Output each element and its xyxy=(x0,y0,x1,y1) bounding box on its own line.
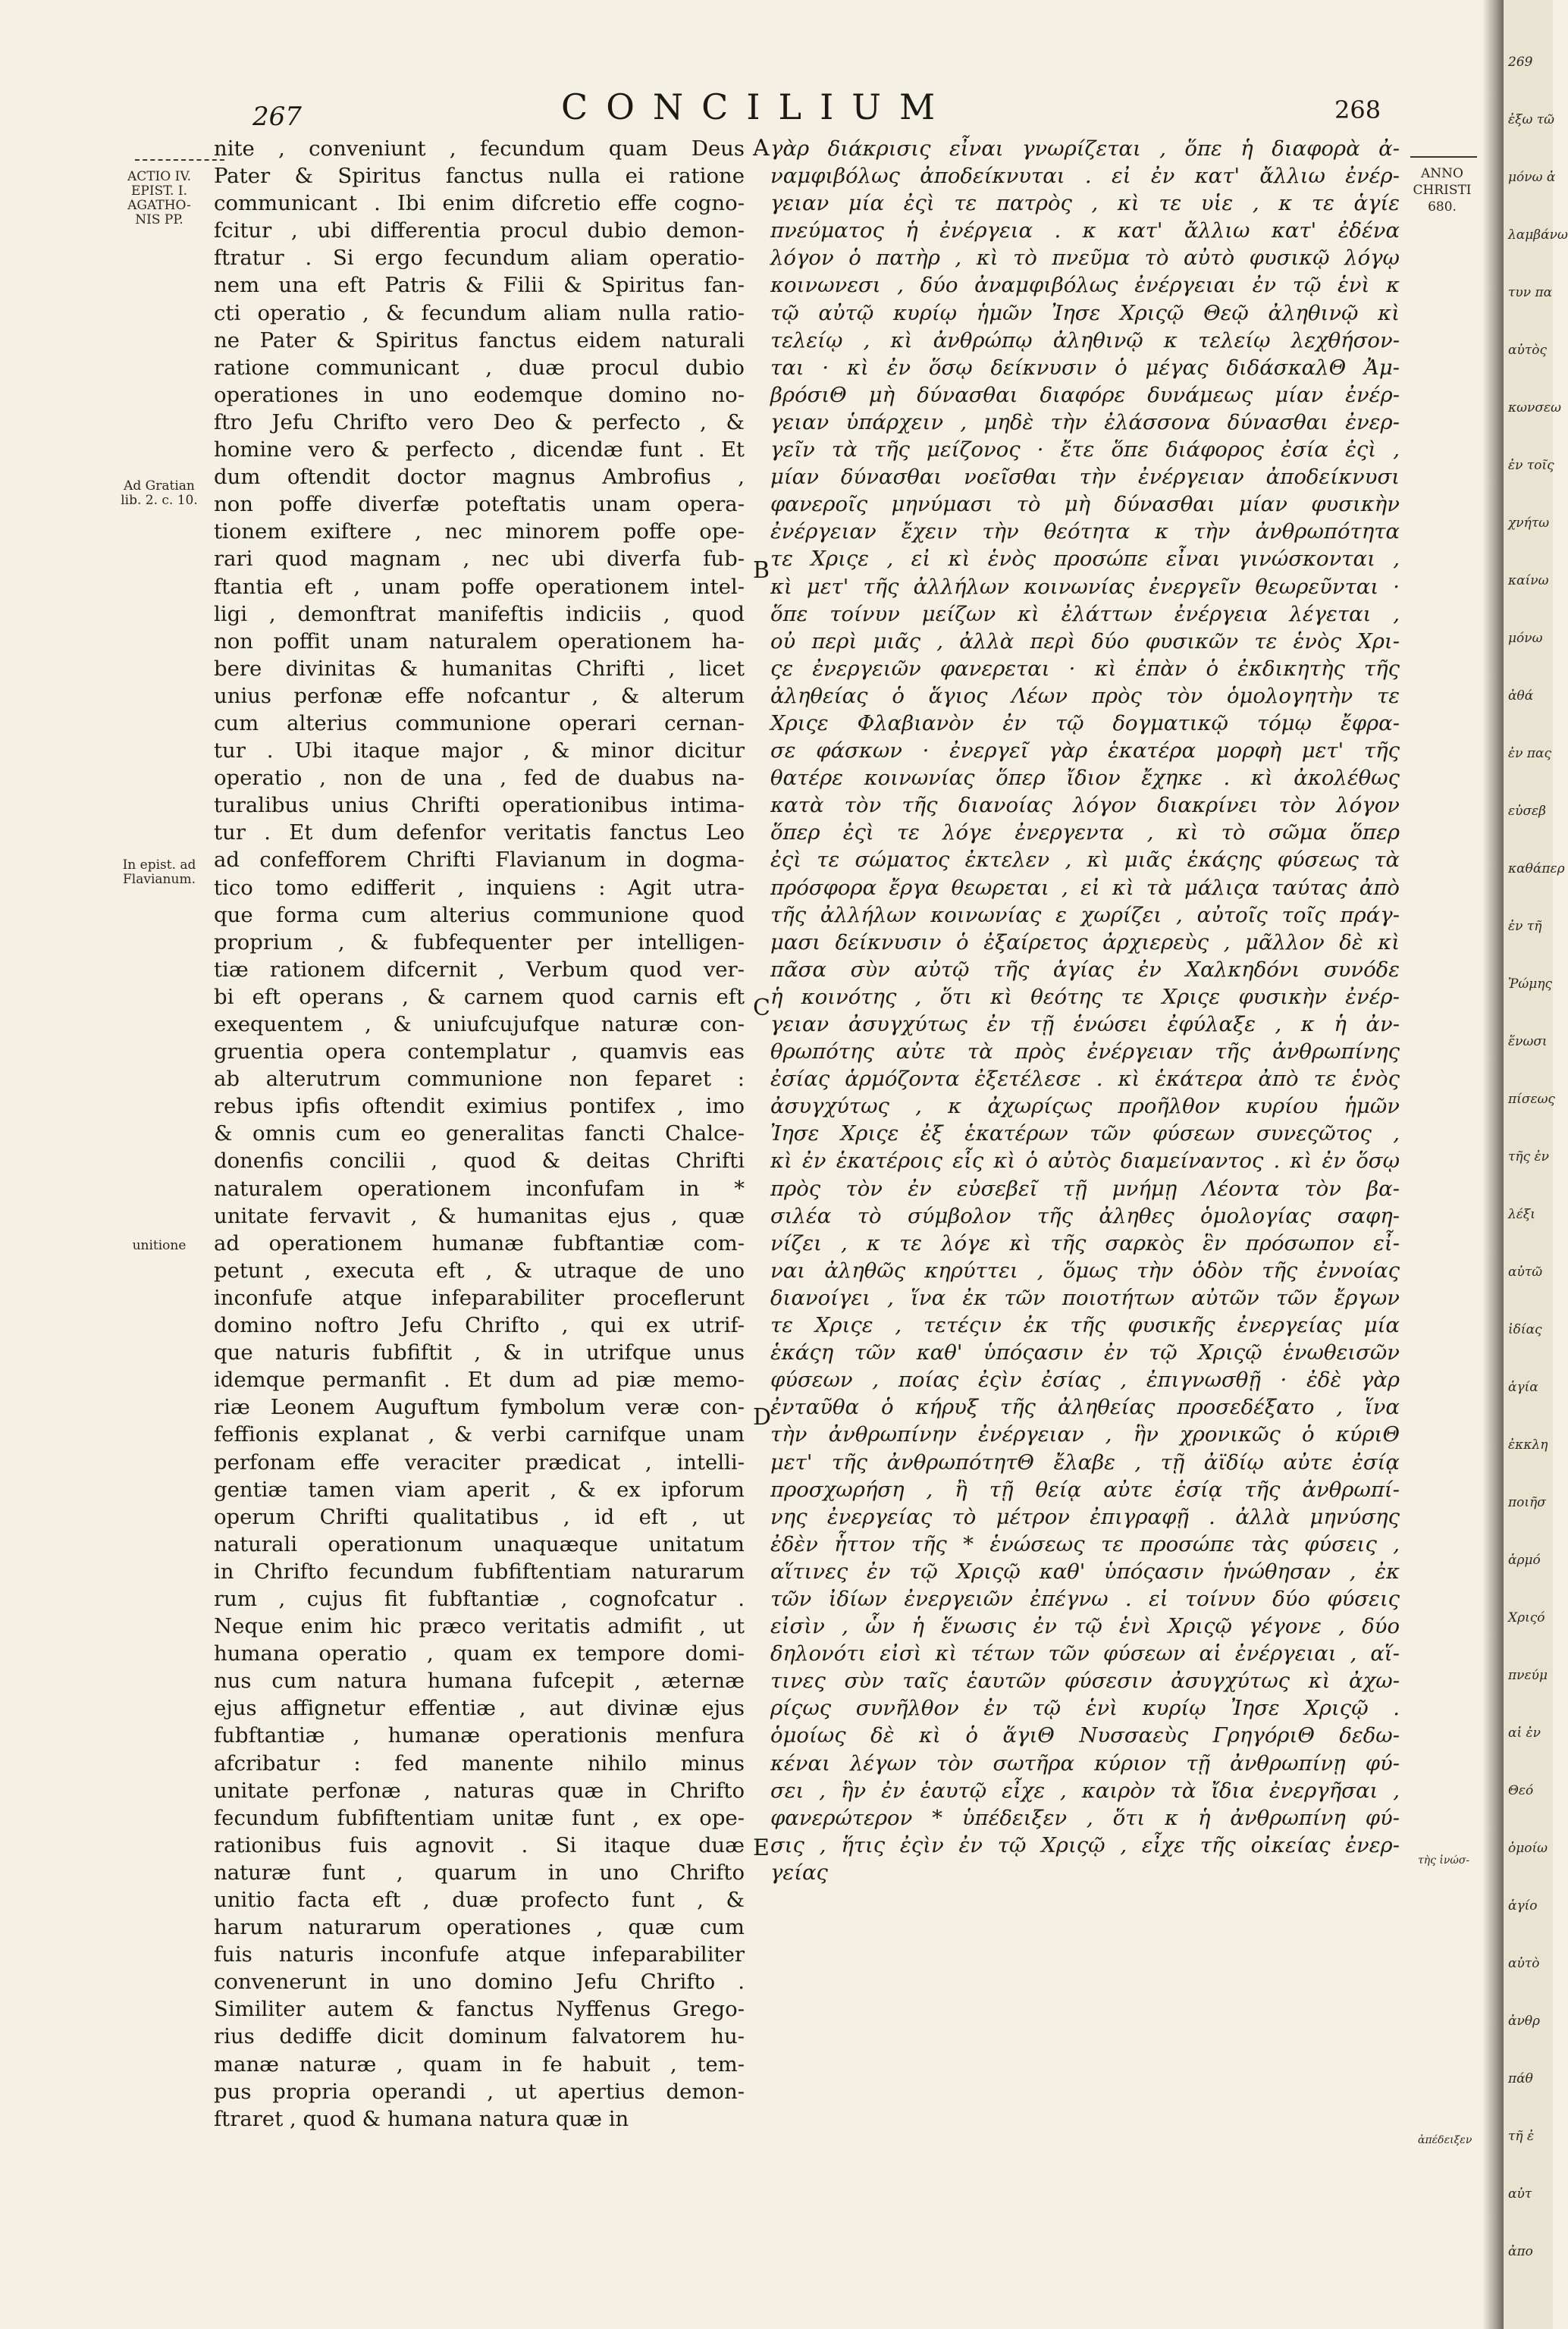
latin-text-line: fecundum fubfiftentiam unitæ funt , ex ope- xyxy=(214,1805,745,1830)
adjacent-page-fragment: αὐτὸ xyxy=(1508,1956,1540,1971)
latin-text-line: que forma cum alterius communione quod xyxy=(214,902,745,927)
greek-text-line: κὶ ἐν ἑκατέροις εἷς κὶ ὁ αὐτὸς διαμείναντος . κὶ ἐν ὅσῳ xyxy=(770,1149,1400,1174)
adjacent-page-fragment: ἰδίας xyxy=(1508,1322,1542,1337)
latin-text-line: naturalem operationem inconfufam in * xyxy=(214,1176,745,1201)
greek-text-line: μασι δείκνυσιν ὁ ἐξαίρετος ἀρχιερεὺς , μᾶλλον δὲ κὶ xyxy=(770,929,1400,954)
greek-text-line: γειαν ὑπάρχειν , μηδὲ τὴν ἐλάσσονα δύνασθαι ἐνερ- xyxy=(770,409,1400,434)
greek-text-line: μετ' τῆς ἀνθρωπότητΘ ἔλαβε , τῇ ἀϊδίῳ αὐτε ἐσίᾳ xyxy=(770,1450,1400,1475)
latin-text-line: perfonam effe veraciter prædicat , intelli- xyxy=(214,1450,745,1475)
latin-text-line: idemque permanfit . Et dum ad piæ memo- xyxy=(214,1368,745,1393)
greek-text-line: σις , ἥτις ἐςὶν ἐν τῷ Χριςῷ , εἶχε τῆς οἰκείας ἐνερ- xyxy=(770,1832,1400,1857)
greek-text-line: φανεροῖς μηνύμασι τὸ μὴ δύνασθαι μίαν φυσικὴν xyxy=(770,492,1400,517)
greek-text-line: γείας xyxy=(770,1860,828,1885)
greek-text-line: γειαν ἀσυγχύτως ἐν τῇ ἑνώσει ἐφύλαξε , κ ἡ ἀν- xyxy=(770,1012,1400,1036)
latin-text-line: operum Chrifti qualitatibus , id eft , ut xyxy=(214,1504,745,1529)
adjacent-page-fragment: ἁγίο xyxy=(1508,1898,1538,1914)
greek-text-line: πρόσφορα ἔργα θεωρεται , εἰ κὶ τὰ μάλιςα ταύτας ἀπὸ xyxy=(770,875,1400,900)
greek-text-line: τε Χριςε , εἰ κὶ ἑνὸς προσώπε εἶναι γινώσκονται , xyxy=(770,547,1400,572)
adjacent-page-fragment: πίσεως xyxy=(1508,1092,1555,1107)
adjacent-page-fragment: ἐκκλη xyxy=(1508,1437,1548,1453)
greek-text-line: ἡ κοινότης , ὅτι κὶ θεότης τε Χριςε φυσικὴν ἐνέρ- xyxy=(770,984,1400,1009)
greek-text-line: τῆς ἀλλήλων κοινωνίας ε χωρίζει , αὐτοῖς τοῖς πράγ- xyxy=(770,902,1400,927)
latin-text-line: proprium , & fubfequenter per intelligen- xyxy=(214,929,745,954)
greek-text-line: ὁμοίως δὲ κὶ ὁ ἅγιΘ Νυσσαεὺς ΓρηγόριΘ δεδω- xyxy=(770,1723,1400,1748)
page-header xyxy=(0,85,1501,130)
adjacent-page-fragment: ἁγία xyxy=(1508,1380,1538,1395)
latin-text-line: ab alterutrum communione non feparet : xyxy=(214,1067,745,1092)
page-number-right: 268 xyxy=(1334,96,1381,124)
adjacent-page-fragment: Θεό xyxy=(1508,1783,1534,1798)
greek-text-line: σε φάσκων · ἐνεργεῖ γὰρ ἑκατέρα μορφὴ μετ' τῆς xyxy=(770,738,1400,763)
section-letter-e: E xyxy=(753,1835,770,1861)
greek-text-line: τῶν ἰδίων ἐνεργειῶν ἐπέγνω . εἰ τοίνυν δύο φύσεις xyxy=(770,1586,1400,1611)
latin-text-line: naturali operationum unaquæque unitatum xyxy=(214,1531,745,1556)
latin-text-line: unitate fervavit , & humanitas ejus , quæ xyxy=(214,1203,745,1228)
greek-text-line: ἐςὶ τε σώματος ἐκτελεν , κὶ μιᾶς ἑκάςης φύσεως τὰ xyxy=(770,848,1400,873)
greek-text-line: γειαν μία ἐςὶ τε πατρὸς , κὶ τε υἱε , κ τε ἁγίε xyxy=(770,191,1400,216)
latin-text-line: rari quod magnam , nec ubi diverfa fub- xyxy=(214,547,745,572)
greek-text-line: γὰρ διάκρισις εἶναι γνωρίζεται , ὅπε ἡ διαφορὰ ἀ- xyxy=(770,136,1400,161)
greek-text-line: Χριςε Φλαβιανὸν ἐν τῷ δογματικῷ τόμῳ ἔφρα- xyxy=(770,710,1400,735)
adjacent-page-fragment: αὐτ xyxy=(1508,2186,1532,2202)
latin-text-line: ad operationem humanæ fubftantiæ com- xyxy=(214,1230,745,1255)
latin-text-line: petunt , executa eft , & utraque de uno xyxy=(214,1258,745,1283)
adjacent-page-fragment: Ῥώμης xyxy=(1508,976,1553,992)
latin-text-line: unitate perfonæ , naturas quæ in Chrifto xyxy=(214,1778,745,1803)
latin-text-line: ftantia eft , unam poffe operationem intel- xyxy=(214,574,745,599)
adjacent-page-fragment: τυν πα xyxy=(1508,285,1553,300)
adjacent-page-fragment: αὐτὸς xyxy=(1508,343,1547,358)
latin-text-line: in Chrifto fecundum fubfiftentiam naturarum xyxy=(214,1559,745,1584)
greek-text-line: ἀσυγχύτως , κ ἀχωρίςως προῆλθον κυρίου ἡμῶν xyxy=(770,1094,1400,1119)
latin-text-line: harum naturarum operationes , quæ cum xyxy=(214,1915,745,1940)
greek-text-line: γεῖν τὰ τῆς μείζονος · ἔτε ὅπε διάφορος ἐσία ἐςὶ , xyxy=(770,437,1400,462)
latin-text-line: inconfufe atque infeparabiliter proceflerunt xyxy=(214,1285,745,1310)
latin-text-line: que naturis fubfiftit , & in utrifque unus xyxy=(214,1340,745,1365)
greek-text-line: βρόσιΘ μὴ δύνασθαι διαφόρε δυνάμεως μίαν ἐνέρ- xyxy=(770,382,1400,407)
latin-text-line: tionem exiftere , nec minorem poffe ope- xyxy=(214,519,745,544)
latin-column xyxy=(214,135,745,2133)
latin-text-line: bere divinitas & humanitas Chrifti , licet xyxy=(214,656,745,681)
adjacent-page-fragment: τῆς ἐν xyxy=(1508,1149,1549,1164)
margin-in-epist: In epist. ad Flavianum. xyxy=(122,857,196,887)
adjacent-page-fragment: κωνσεω xyxy=(1508,400,1561,415)
latin-text-line: unius perfonæ effe nofcantur , & alterum xyxy=(214,683,745,708)
adjacent-page-fragment: πνεύμ xyxy=(1508,1668,1548,1683)
dash-rule-left xyxy=(135,159,224,161)
margin-ad-gratian: Ad Gratian lib. 2. c. 10. xyxy=(121,478,198,508)
greek-text-line: κέναι λέγων τὸν σωτῆρα κύριον τῇ ἀνθρωπίνῃ φύ- xyxy=(770,1751,1400,1776)
greek-text-line: πᾶσα σὺν αὐτῷ τῆς ἁγίας ἐν Χαλκηδόνι συνόδε xyxy=(770,957,1400,982)
latin-text-line: ftraret , quod & humana natura quæ in xyxy=(214,2106,629,2131)
adjacent-page-fragment: καθάπερ xyxy=(1508,861,1565,876)
latin-text-line: feffionis explanat , & verbi carnifque unam xyxy=(214,1422,745,1447)
adjacent-page-fragment: ἀπο xyxy=(1508,2244,1533,2259)
greek-text-line: σιλέα τὸ σύμβολον τῆς ἀληθες ὁμολογίας σαφη- xyxy=(770,1203,1400,1228)
greek-column xyxy=(770,135,1400,1886)
latin-text-line: rius dediffe dicit dominum falvatorem hu- xyxy=(214,2024,745,2049)
margin-note-apedeixen: ἀπέδειξεν xyxy=(1418,2134,1472,2146)
latin-text-line: dum oftendit doctor magnus Ambrofius , xyxy=(214,465,745,490)
latin-text-line: ligi , demonftrat manifeftis indiciis , quod xyxy=(214,601,745,626)
greek-text-line: ἐνέργειαν ἔχειν τὴν θεότητα κ τὴν ἀνθρωπότητα xyxy=(770,519,1400,544)
section-letter-d: D xyxy=(753,1404,772,1431)
page-number-left: 267 xyxy=(252,102,302,132)
latin-text-line: & omnis cum eo generalitas fancti Chalce- xyxy=(214,1121,745,1146)
greek-text-line: τῷ αὐτῷ κυρίῳ ἡμῶν Ἰησε Χριςῷ Θεῷ ἀληθινῷ κὶ xyxy=(770,300,1400,325)
adjacent-page-fragment: 269 xyxy=(1508,55,1533,70)
adjacent-page-fragment: ἀθά xyxy=(1508,688,1534,704)
greek-text-line: ναι ἀληθῶς κηρύττει , ὅμως τὴν ὁδὸν τῆς ἐννοίας xyxy=(770,1258,1400,1283)
latin-text-line: Pater & Spiritus fanctus nulla ei ratione xyxy=(214,164,745,189)
greek-text-line: προσχωρήση , ἢ τῇ θείᾳ αὐτε ἐσίᾳ τῆς ἀνθρωπί- xyxy=(770,1477,1400,1502)
greek-text-line: ἐνταῦθα ὁ κήρυξ τῆς ἀληθείας προσεδέξατο , ἵνα xyxy=(770,1395,1400,1420)
greek-text-line: δηλονότι εἰσὶ κὶ τέτων τῶν φύσεων αἱ ἐνέργειαι , αἵ- xyxy=(770,1641,1400,1666)
latin-text-line: Similiter autem & fanctus Nyffenus Grego- xyxy=(214,1997,745,2022)
latin-text-line: fuis naturis inconfufe atque infeparabiliter xyxy=(214,1942,745,1967)
greek-text-line: πνεύματος ἡ ἐνέργεια . κ κατ' ἄλλιω κατ' ἐδένα xyxy=(770,218,1400,243)
latin-text-line: pus propria operandi , ut apertius demon- xyxy=(214,2079,745,2104)
latin-text-line: operationes in uno eodemque domino no- xyxy=(214,382,745,407)
latin-text-line: convenerunt in uno domino Jefu Chrifto . xyxy=(214,1970,745,1995)
greek-text-line: τὴν ἀνθρωπίνην ἐνέργειαν , ἣν χρονικῶς ὁ κύριΘ xyxy=(770,1422,1400,1447)
latin-text-line: fubftantiæ , humanæ operationis menfura xyxy=(214,1723,745,1748)
latin-text-line: rum , cujus fit fubftantiæ , cognofcatur . xyxy=(214,1586,745,1611)
adjacent-page-edge xyxy=(1504,0,1568,2329)
latin-text-line: tur . Et dum defenfor veritatis fanctus Leo xyxy=(214,820,745,845)
greek-text-line: ὅπε τοίνυν μείζων κὶ ἐλάττων ἐνέργεια λέγεται , xyxy=(770,601,1400,626)
adjacent-page-fragment: μόνω xyxy=(1508,631,1543,646)
latin-text-line: homine vero & perfecto , dicendæ funt . Et xyxy=(214,437,745,462)
greek-text-line: οὐ περὶ μιᾶς , ἀλλὰ περὶ δύο φυσικῶν τε ἑνὸς Χρι- xyxy=(770,628,1400,654)
latin-text-line: fcitur , ubi differentia procul dubio demon- xyxy=(214,218,745,243)
latin-text-line: communicant . Ibi enim difcretio effe cogno- xyxy=(214,191,745,216)
greek-text-line: κοινωνεσι , δύο ἀναμφιβόλως ἐνέργειαι ἐν τῷ ἑνὶ κ xyxy=(770,273,1400,298)
adjacent-page-fragment: ἐν τοῖς xyxy=(1508,458,1554,473)
margin-unitione: unitione xyxy=(132,1238,187,1253)
latin-text-line: nite , conveniunt , fecundum quam Deus xyxy=(214,136,745,161)
latin-text-line: non poffe diverfæ poteftatis unam opera- xyxy=(214,492,745,517)
adjacent-page-fragment: ἀνθρ xyxy=(1508,2014,1541,2029)
latin-text-line: riæ Leonem Auguftum fymbolum veræ con- xyxy=(214,1395,745,1420)
latin-text-line: exequentem , & uniufcujufque naturæ con- xyxy=(214,1012,745,1036)
adjacent-page-fragment: ἕνωσι xyxy=(1508,1034,1548,1049)
adjacent-page-fragment: ὁμοίω xyxy=(1508,1841,1548,1856)
greek-text-line: αἵτινες ἐν τῷ Χριςῷ καθ' ὑπόςασιν ἡνώθησαν , ἐκ xyxy=(770,1559,1400,1584)
latin-text-line: ftratur . Si ergo fecundum aliam operatio- xyxy=(214,246,745,271)
latin-text-line: ejus affignetur effentiæ , aut divinæ ejus xyxy=(214,1696,745,1721)
section-letter-b: B xyxy=(753,557,770,584)
greek-text-line: νίζει , κ τε λόγε κὶ τῆς σαρκὸς ἓν πρόσωπον εἶ- xyxy=(770,1230,1400,1255)
latin-text-line: nus cum natura humana fufcepit , æternæ xyxy=(214,1669,745,1694)
latin-text-line: naturæ funt , quarum in uno Chrifto xyxy=(214,1860,745,1885)
greek-text-line: θατέρε κοινωνίας ὅπερ ἴδιον ἔχηκε . κὶ ἀκολέθως xyxy=(770,766,1400,791)
adjacent-page-fragment: μόνω ἀ xyxy=(1508,170,1556,185)
greek-text-line: φανερώτερον * ὑπέδειξεν , ὅτι κ ἡ ἀνθρωπίνη φύ- xyxy=(770,1805,1400,1830)
latin-text-line: cum alterius communione operari cernan- xyxy=(214,710,745,735)
greek-text-line: μίαν δύνασθαι νοεῖσθαι τὴν ἐνέργειαν ἀποδείκνυσι xyxy=(770,465,1400,490)
margin-actio: ACTIO IV. EPIST. I. AGATHO- NIS PP. xyxy=(127,169,192,227)
adjacent-page-fragment: αἱ ἐν xyxy=(1508,1726,1541,1741)
greek-text-line: κατὰ τὸν τῆς διανοίας λόγον διακρίνει τὸν λόγον xyxy=(770,793,1400,818)
latin-text-line: manæ naturæ , quam in fe habuit , tem- xyxy=(214,2052,745,2077)
latin-text-line: humana operatio , quam ex tempore domi- xyxy=(214,1641,745,1666)
latin-text-line: unitio facta eft , duæ profecto funt , & xyxy=(214,1888,745,1912)
latin-text-line: nem una eft Patris & Filii & Spiritus fan- xyxy=(214,273,745,298)
greek-text-line: πρὸς τὸν ἐν εὐσεβεῖ τῇ μνήμῃ Λέοντα τὸν βα- xyxy=(770,1176,1400,1201)
greek-text-line: λόγον ὁ πατὴρ , κὶ τὸ πνεῦμα τὸ αὐτὸ φυσικῷ λόγῳ xyxy=(770,246,1400,271)
greek-text-line: κὶ μετ' τῆς ἀλλήλων κοινωνίας ἐνεργεῖν θεωρεῦνται · xyxy=(770,574,1400,599)
latin-text-line: operatio , non de una , fed de duabus na- xyxy=(214,766,745,791)
adjacent-page-fragment: λέξι xyxy=(1508,1207,1535,1222)
adjacent-page-fragment: καίνω xyxy=(1508,573,1549,588)
greek-text-line: ἑκάςη τῶν καθ' ὑπόςασιν ἐν τῷ Χριςῷ ἑνωθεισῶν xyxy=(770,1340,1400,1365)
latin-text-line: ad confefforem Chrifti Flavianum in dogma- xyxy=(214,848,745,873)
greek-text-line: θρωπότης αὐτε τὰ πρὸς ἐνέργειαν τῆς ἀνθρωπίνης xyxy=(770,1039,1400,1064)
latin-text-line: tur . Ubi itaque major , & minor dicitur xyxy=(214,738,745,763)
greek-text-line: ἀληθείας ὁ ἅγιος Λέων πρὸς τὸν ὁμολογητὴν τε xyxy=(770,683,1400,708)
latin-text-line: gentiæ tamen viam aperit , & ex ipforum xyxy=(214,1477,745,1502)
latin-text-line: gruentia opera contemplatur , quamvis eas xyxy=(214,1039,745,1064)
adjacent-page-fragment: αὐτῶ xyxy=(1508,1265,1543,1280)
latin-text-line: rationibus fuis agnovit . Si itaque duæ xyxy=(214,1832,745,1857)
greek-text-line: Ἰησε Χριςε ἐξ ἑκατέρων τῶν φύσεων συνεςῶτος , xyxy=(770,1121,1400,1146)
greek-text-line: ἐσίας ἁρμόζοντα ἐξετέλεσε . κὶ ἑκάτερα ἀπὸ τε ἑνὸς xyxy=(770,1067,1400,1092)
binding-shadow xyxy=(1482,0,1504,2329)
latin-text-line: donenfis concilii , quod & deitas Chrifti xyxy=(214,1149,745,1174)
adjacent-page-fragment: ποιῆσ xyxy=(1508,1495,1546,1510)
latin-text-line: bi eft operans , & carnem quod carnis eft xyxy=(214,984,745,1009)
latin-text-line: rebus ipfis oftendit eximius pontifex , imo xyxy=(214,1094,745,1119)
latin-text-line: ftro Jefu Chrifto vero Deo & perfecto , & xyxy=(214,409,745,434)
greek-text-line: ὅπερ ἐςὶ τε λόγε ἐνεργεντα , κὶ τὸ σῶμα ὅπερ xyxy=(770,820,1400,845)
greek-text-line: ρίςως συνῆλθον ἐν τῷ ἑνὶ κυρίῳ Ἰησε Χριςῷ . xyxy=(770,1696,1400,1721)
latin-text-line: cti operatio , & fecundum aliam nulla ratio- xyxy=(214,300,745,325)
adjacent-page-fragment: χνήτω xyxy=(1508,516,1550,531)
greek-text-line: ναμφιβόλως ἀποδείκνυται . εἰ ἐν κατ' ἄλλιω ἐνέρ- xyxy=(770,164,1400,189)
greek-text-line: ται · κὶ ἐν ὅσῳ δείκνυσιν ὁ μέγας διδάσκαλΘ Ἀμ- xyxy=(770,355,1400,380)
latin-text-line: ne Pater & Spiritus fanctus eidem naturali xyxy=(214,328,745,353)
adjacent-page-fragment: τῆ ἐ xyxy=(1508,2129,1535,2144)
greek-text-line: νης ἐνεργείας τὸ μέτρον ἐπιγραφῇ . ἀλλὰ μηνύσης xyxy=(770,1504,1400,1529)
greek-text-line: εἰσὶν , ὧν ἡ ἕνωσις ἐν τῷ ἑνὶ Χριςῷ γέγονε , δύο xyxy=(770,1614,1400,1639)
rule-right xyxy=(1410,156,1477,158)
greek-text-line: φύσεων , ποίας ἐςὶν ἐσίας , ἐπιγνωσθῇ · ἐδὲ γὰρ xyxy=(770,1368,1400,1393)
latin-text-line: Neque enim hic præco veritatis admifit , ut xyxy=(214,1614,745,1639)
section-letter-c: C xyxy=(753,995,770,1021)
latin-text-line: non poffit unam naturalem operationem ha- xyxy=(214,628,745,654)
greek-text-line: τινες σὺν ταῖς ἑαυτῶν φύσεσιν ἀσυγχύτως κὶ ἀχω- xyxy=(770,1669,1400,1694)
latin-text-line: afcribatur : fed manente nihilo minus xyxy=(214,1751,745,1776)
adjacent-page-fragment: λαμβάνω xyxy=(1508,227,1568,243)
adjacent-page-fragment: εὐσεβ xyxy=(1508,804,1547,819)
greek-text-line: ἐδὲν ἧττον τῆς * ἑνώσεως τε προσώπε τὰς φύσεις , xyxy=(770,1531,1400,1556)
adjacent-page-fragment: ἐν τῆ xyxy=(1508,919,1542,934)
margin-anno-christi: ANNO CHRISTI 680. xyxy=(1413,166,1472,215)
latin-text-line: ratione communicant , duæ procul dubio xyxy=(214,355,745,380)
adjacent-page-fragment: πάθ xyxy=(1508,2071,1533,2086)
adjacent-page-fragment: Χριςό xyxy=(1508,1610,1545,1625)
running-title: CONCILIUM xyxy=(561,86,954,127)
section-letter-a: A xyxy=(753,135,770,161)
greek-text-line: σει , ἣν ἐν ἑαυτῷ εἶχε , καιρὸν τὰ ἴδια ἐνεργῆσαι , xyxy=(770,1778,1400,1803)
greek-text-line: τελείῳ , κὶ ἀνθρώπῳ ἀληθινῷ κ τελείῳ λεχθήσον- xyxy=(770,328,1400,353)
margin-note-henoseos: τὴς ἰνώσ- xyxy=(1418,1854,1470,1867)
greek-text-line: διανοίγει , ἵνα ἐκ τῶν ποιοτήτων αὐτῶν τῶν ἔργων xyxy=(770,1285,1400,1310)
greek-text-line: τε Χριςε , τετέςιν ἐκ τῆς φυσικῆς ἐνεργείας μία xyxy=(770,1313,1400,1338)
latin-text-line: domino noftro Jefu Chrifto , qui ex utrif- xyxy=(214,1313,745,1338)
adjacent-page-fragment: ἐν πας xyxy=(1508,746,1552,761)
greek-text-line: ςε ἐνεργειῶν φανερεται · κὶ ἐπὰν ὁ ἐκδικητὴς τῆς xyxy=(770,656,1400,681)
adjacent-page-fragment: ἐξω τῶ xyxy=(1508,112,1555,127)
latin-text-line: tiæ rationem difcernit , Verbum quod ver- xyxy=(214,957,745,982)
latin-text-line: turalibus unius Chrifti operationibus intima- xyxy=(214,793,745,818)
adjacent-page-fragment: ἁρμό xyxy=(1508,1553,1541,1568)
latin-text-line: tico tomo edifferit , inquiens : Agit utra- xyxy=(214,875,745,900)
